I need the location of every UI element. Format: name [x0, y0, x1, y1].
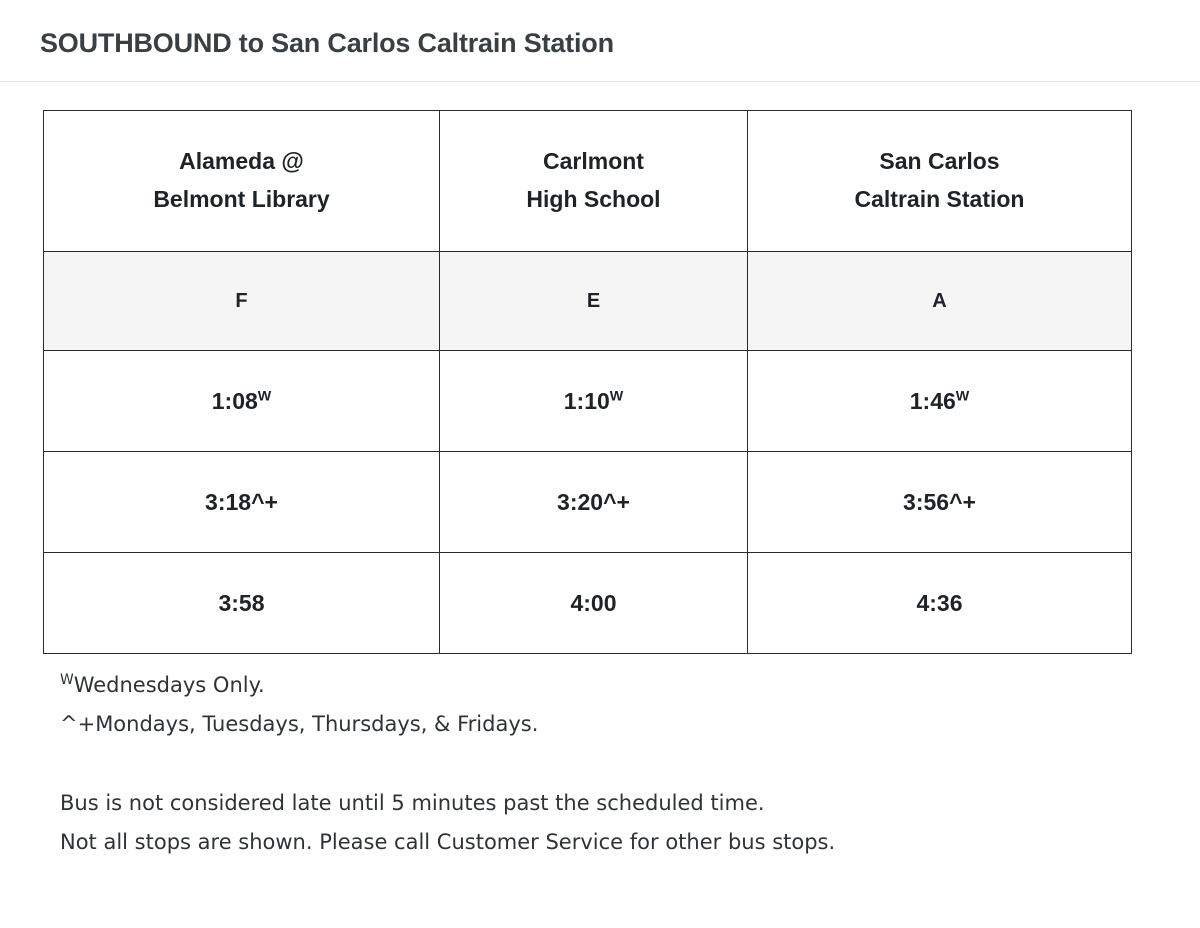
stop-header-1-line1: Carlmont	[543, 148, 644, 175]
time-cell-0-1	[440, 351, 748, 452]
stop-header-1	[440, 111, 748, 252]
stop-header-0	[44, 111, 440, 252]
notes	[0, 744, 1200, 862]
zone-cell-2: A	[748, 252, 1132, 351]
time-cell-2-1	[440, 553, 748, 654]
zone-cell-0: F	[44, 252, 440, 351]
note-1: Not all stops are shown. Please call Customer Service for other bus stops.	[60, 829, 836, 854]
time-mark: ^+	[949, 488, 976, 515]
footnote-0-mark: W	[60, 672, 74, 688]
time-cell-1-2	[748, 452, 1132, 553]
stop-header-1-line2: High School	[526, 186, 661, 212]
time-cell-1-1	[440, 452, 748, 553]
footnote-1	[60, 705, 1160, 744]
time-value: 1:46	[909, 387, 956, 414]
note-0: Bus is not considered late until 5 minutes past the scheduled time.	[60, 790, 765, 815]
stop-header-2-line1: San Carlos	[879, 148, 1000, 175]
time-cell-2-0	[44, 553, 440, 654]
time-cell-1-0	[44, 452, 440, 553]
stop-header-2	[748, 111, 1132, 252]
page-header	[0, 0, 1200, 82]
schedule-table-container	[0, 82, 1200, 654]
page-title: SOUTHBOUND to San Carlos Caltrain Station	[40, 28, 614, 58]
time-value: 1:08	[211, 387, 258, 414]
time-value: 3:58	[218, 589, 265, 616]
footnotes	[0, 654, 1200, 744]
time-cell-0-0	[44, 351, 440, 452]
time-cell-0-2	[748, 351, 1132, 452]
time-mark: W	[609, 387, 624, 404]
stop-header-2-line2: Caltrain Station	[854, 186, 1025, 212]
footnote-1-text: ^+Mondays, Tuesdays, Thursdays, & Fridays.	[60, 711, 539, 736]
time-mark: ^+	[603, 488, 630, 515]
table-header-row	[44, 111, 1132, 252]
stop-header-0-line1: Alameda @	[179, 148, 304, 175]
time-value: 3:20	[557, 488, 604, 515]
time-value: 3:56	[903, 488, 950, 515]
zone-cell-1: E	[440, 252, 748, 351]
time-value: 3:18	[205, 488, 252, 515]
time-value: 4:00	[570, 589, 617, 616]
time-mark: ^+	[251, 488, 278, 515]
table-row	[44, 452, 1132, 553]
time-cell-2-2	[748, 553, 1132, 654]
time-value: 4:36	[916, 589, 963, 616]
zone-row	[44, 252, 1132, 351]
table-row	[44, 553, 1132, 654]
time-mark: W	[955, 387, 970, 404]
footnote-0-text: Wednesdays Only.	[73, 673, 265, 697]
time-value: 1:10	[563, 387, 610, 414]
time-mark: W	[257, 387, 272, 404]
table-row	[44, 351, 1132, 452]
stop-header-0-line2: Belmont Library	[153, 186, 330, 212]
footnote-0	[60, 666, 1160, 705]
schedule-table	[43, 110, 1132, 654]
